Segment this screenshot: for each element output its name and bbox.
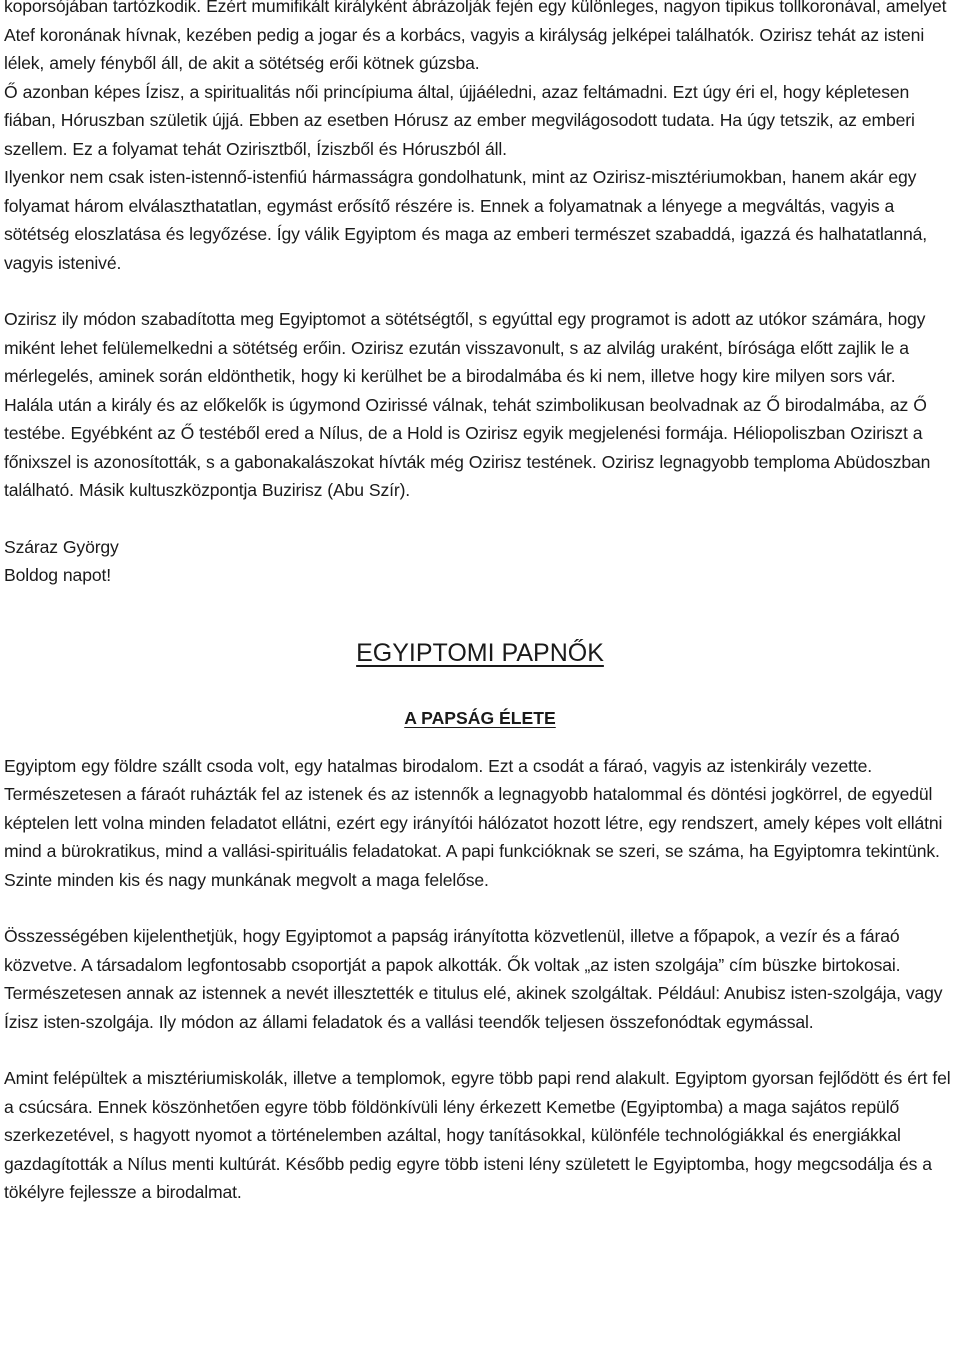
paragraph-spacer: [4, 277, 956, 305]
paragraph-priesthood-rule: Összességében kijelenthetjük, hogy Egyiptomot a papság irányította közvetlenül, illetve a főpapok, a vezír és a fáraó közvetve. A társadalom legfontosabb csoportját a papok alkották. Ők voltak „az isten szolgája” cím büszke birtokosai. Természetesen annak az istennek a nevét illesztették e titulus elé, akinek szolgáltak. Például: Anubisz isten-szolgája, vagy Ízisz isten-szolgája. Ily módon az állami feladatok és a vallási teendők teljesen összefonódtak egymással.: [4, 926, 943, 1032]
paragraph-underworld: Ozirisz ily módon szabadította meg Egyiptomot a sötétségtől, s egyúttal egy programot is adott az utókor számára, hogy miként lehet felülemelkedni a sötétség erőin. Ozirisz ezután visszavonult, s az alvilág uraként, bírósága előtt zajlik le a mérlegelés, aminek során eldönthetik, hogy ki kerülhet be a birodalmába és ki nem, illetve hogy kire milyen sors vár.: [4, 309, 926, 386]
section-title: EGYIPTOMI PAPNŐK: [356, 638, 604, 667]
section-subtitle: A PAPSÁG ÉLETE: [404, 707, 556, 728]
paragraph-spacer: [4, 894, 956, 922]
greeting-line: Boldog napot!: [4, 565, 111, 585]
paragraph-death-of-king: Halála után a király és az előkelők is úgymond Ozirissé válnak, tehát szimbolikusan beolvadnak az Ő birodalmába, az Ő testébe. Egyébként az Ő testéből ered a Nílus, de a Hold is Ozirisz egyik megjelenési formája. Héliopoliszban Oziriszt a főnixszel is azonosították, s a gabonakalászokat hívták még Ozirisz testének. Ozirisz legnagyobb temploma Abüdoszban található. Másik kultuszközpontja Buzirisz (Abu Szír).: [4, 394, 931, 500]
paragraph-ozirisz-crown: koporsójában tartózkodik. Ezért mumifikált királyként ábrázolják fején egy különleges, nagyon tipikus tollkoronával, amelyet Atef koronának hívnak, kezében pedig a jogar és a korbács, vagyis a királyság jelképei találhatók. Ozirisz tehát az isteni lélek, amely fényből áll, de akit a sötétség erői kötnek gúzsba.: [4, 0, 947, 73]
paragraph-spacer: [4, 1036, 956, 1064]
paragraph-trinity: Ilyenkor nem csak isten-istennő-istenfiú hármasságra gondolhatunk, mint az Ozirisz-misztériumokban, hanem akár egy folyamat három elválaszthatatlan, egymást erősítő részére is. Ennek a folyamatnak a lényege a megváltás, vagyis a sötétség eloszlatása és legyőzése. Így válik Egyiptom és maga az emberi természet szabaddá, igazzá és halhatatlanná, vagyis istenivé.: [4, 167, 928, 273]
paragraph-izisz-horusz: Ő azonban képes Ízisz, a spiritualitás női princípiuma által, újjáéledni, azaz feltámadni. Ezt úgy éri el, hogy képletesen fiában, Hóruszban születik újjá. Ebben az esetben Hórusz az ember megvilágosodott tudata. Ha úgy tetszik, az emberi szellem. Ez a folyamat tehát Ozirisztből, Íziszből és Hóruszból áll.: [4, 81, 915, 159]
author-name: Száraz György: [4, 536, 119, 557]
paragraph-spacer: [4, 505, 956, 533]
paragraph-mystery-schools: Amint felépültek a misztériumiskolák, illetve a templomok, egyre több papi rend alakult. Egyiptom gyorsan fejlődött és ért fel a csúcsára. Ennek köszönhetően egyre több földönkívüli lény érkezett Kemetbe (Egyiptomba) a maga sajátos repülő szerkezetével, s hagyott nyomot a történelemben azáltal, hogy tanításokkal, különféle technológiákkal és energiákkal gazdagították a Nílus menti kultúrát. Később pedig egyre több isteni lény született le Egyiptomba, hogy megcsodálja és a tökélyre fejlessze a birodalmat.: [4, 1068, 951, 1202]
document-page: [4, 0, 956, 1207]
paragraph-spacer: [4, 732, 956, 752]
paragraph-egypt-miracle: Egyiptom egy földre szállt csoda volt, egy hatalmas birodalom. Ezt a csodát a fáraó, vagyis az istenkirály vezette. Természetesen a fáraót ruházták fel az istenek és az istennők a legnagyobb hatalommal és döntési jogkörrel, de egyedül képtelen lett volna minden feladatot ellátni, ezért egy irányítói hálózatot hozott létre, egy rendszert, amely képes volt ellátni mind a bürokratikus, mind a vallási-spirituális feladatokat. A papi funkcióknak se szeri, se száma, ha Egyiptomra tekintünk. Szinte minden kis és nagy munkának megvolt a maga felelőse.: [4, 755, 943, 890]
